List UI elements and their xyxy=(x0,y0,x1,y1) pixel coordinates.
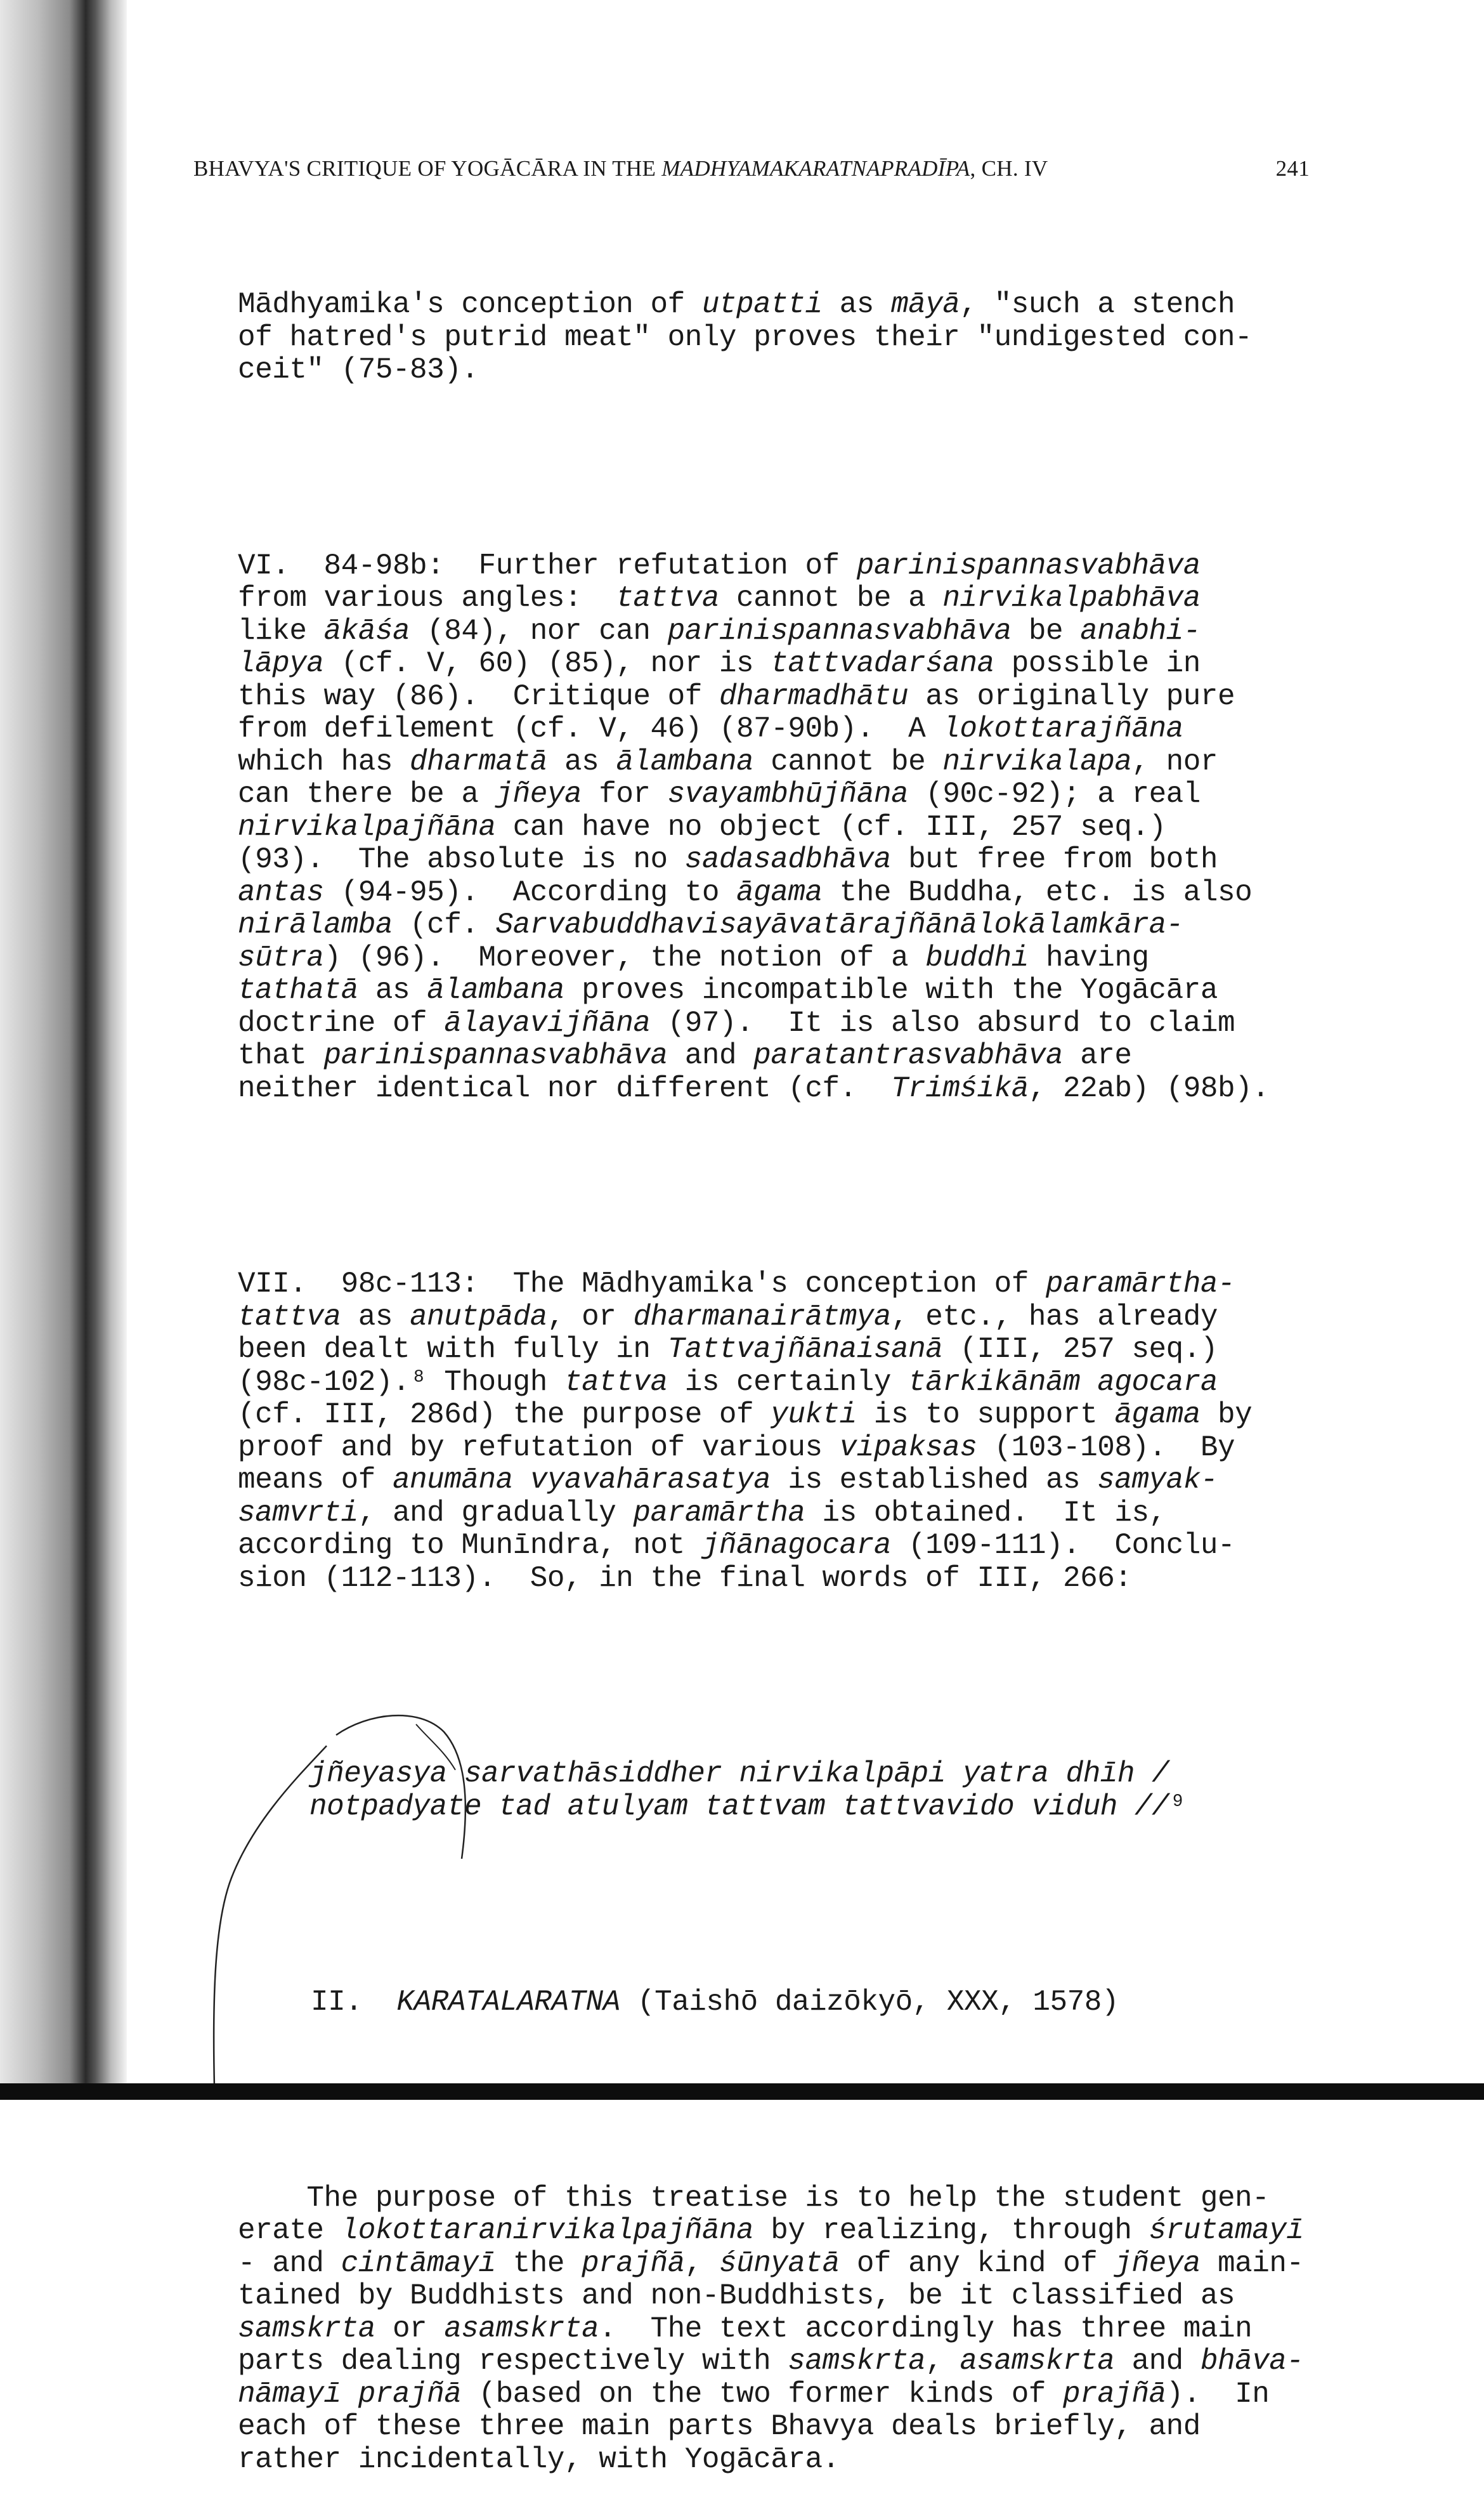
italic-term: asamskrta xyxy=(444,2312,599,2345)
text-run: , xyxy=(925,2345,960,2378)
text-run: proves incompatible with the Yogācāra xyxy=(564,974,1218,1007)
text-line xyxy=(238,2182,1329,2215)
text-run: this way (86). Critique of xyxy=(238,679,719,713)
italic-term: nirālamba xyxy=(238,908,393,941)
text-run: are xyxy=(1063,1039,1132,1072)
text-run: of hatred's putrid meat" only proves their "undigested con- xyxy=(238,320,1253,354)
italic-term: asamskrta xyxy=(960,2345,1115,2378)
italic-term: tathatā xyxy=(238,974,358,1007)
text-run: VII. 98c-113: The Mādhyamika's conception of xyxy=(238,1268,1046,1300)
text-run: as xyxy=(358,974,427,1007)
italic-term: KARATALARATNA xyxy=(396,1986,620,2019)
italic-term: prajñā xyxy=(582,2246,685,2280)
italic-term: ākāśa xyxy=(323,614,410,648)
text-run: (109-111). Conclu- xyxy=(890,1529,1235,1562)
italic-term: ālambana xyxy=(427,974,564,1007)
italic-term: antas xyxy=(238,875,324,909)
text-run: (98c-102).⁸ Though xyxy=(238,1365,564,1399)
text-run: (103-108). By xyxy=(977,1431,1235,1464)
italic-term: parinispannasvabhāva xyxy=(856,549,1201,582)
text-run: (84), nor can xyxy=(410,614,668,648)
text-run: possible in xyxy=(994,647,1201,680)
text-run: , "such a stench xyxy=(960,288,1235,321)
text-run: each of these three main parts Bhavya deals briefly, and xyxy=(238,2410,1201,2443)
italic-term: tattvadarśana xyxy=(771,647,994,680)
text-run: as xyxy=(341,1300,410,1333)
text-run: (cf. V, 60) (85), nor is xyxy=(323,647,771,680)
italic-term: śūnyatā xyxy=(719,2246,840,2280)
italic-term: anumāna vyavahārasatya xyxy=(392,1464,771,1497)
text-run: - and xyxy=(238,2246,341,2280)
italic-term: Tattvajñānaisanā xyxy=(667,1333,943,1366)
text-run: neither identical nor different (cf. xyxy=(238,1071,891,1105)
italic-term: nirvikalpabhāva xyxy=(942,582,1201,615)
text-run: (cf. xyxy=(392,908,496,941)
text-run: as originally pure xyxy=(908,679,1235,713)
text-run: according to Munīndra, not xyxy=(238,1529,702,1562)
text-run: of any kind of xyxy=(839,2246,1115,2280)
italic-term: jñānagocara xyxy=(701,1529,891,1562)
text-run: for xyxy=(582,778,668,811)
text-run: , xyxy=(684,2246,719,2280)
text-run: (93). The absolute is no xyxy=(238,843,685,876)
italic-term: parinispannasvabhāva xyxy=(667,614,1012,648)
italic-term: nirvikalapa xyxy=(942,745,1132,778)
text-run: tained by Buddhists and non-Buddhists, be it classified as xyxy=(238,2279,1235,2312)
italic-term: anutpāda xyxy=(410,1300,547,1333)
text-run: parts dealing respectively with xyxy=(238,2345,788,2378)
italic-term: bhāva- xyxy=(1200,2345,1304,2378)
italic-term: parinispannasvabhāva xyxy=(323,1039,668,1072)
paragraph-4 xyxy=(238,2182,1329,2477)
text-run: and xyxy=(1114,2345,1201,2378)
italic-term: samyak- xyxy=(1097,1464,1218,1497)
italic-term: vipaksas xyxy=(839,1431,977,1464)
text-run: erate xyxy=(238,2214,341,2247)
italic-term: lokottaranirvikalpajñāna xyxy=(341,2214,754,2247)
running-head-title-pre: BHAVYA'S CRITIQUE OF YOGĀCĀRA IN THE xyxy=(193,156,662,181)
italic-term: ālambana xyxy=(616,745,754,778)
text-run: , 22ab) (98b). xyxy=(1028,1071,1270,1105)
text-run: having xyxy=(1028,941,1149,974)
text-run: ⁹ xyxy=(1169,1790,1187,1823)
text-run: is obtained. It is, xyxy=(805,1496,1166,1530)
text-line xyxy=(238,2313,1329,2346)
italic-term: tattva xyxy=(564,1365,668,1399)
text-run: ). In xyxy=(1166,2377,1270,2411)
italic-term: buddhi xyxy=(925,941,1029,974)
italic-term: paratantrasvabhāva xyxy=(753,1039,1064,1072)
italic-term: paramārtha xyxy=(633,1496,805,1530)
italic-term: yukti xyxy=(771,1398,857,1431)
italic-term: prajñā xyxy=(1063,2377,1166,2411)
text-run: can there be a xyxy=(238,778,496,811)
text-run: the xyxy=(495,2246,582,2280)
text-run: proof and by refutation of various xyxy=(238,1431,840,1464)
text-run: by xyxy=(1200,1398,1253,1431)
text-line xyxy=(238,2248,1329,2281)
text-run: like xyxy=(238,614,324,648)
text-run: cannot be a xyxy=(719,582,943,615)
text-run: been dealt with fully in xyxy=(238,1333,668,1366)
italic-term: sūtra xyxy=(238,941,324,974)
text-run: sion (112-113). So, in the final words of III, 266: xyxy=(238,1561,1132,1595)
text-line xyxy=(238,2411,1329,2444)
italic-term: lāpya xyxy=(238,647,324,680)
text-run: (III, 257 seq.) xyxy=(942,1333,1218,1366)
text-line xyxy=(238,2280,1329,2313)
text-run: The purpose of this treatise is to help the student gen- xyxy=(238,2181,1270,2215)
italic-term: paramārtha- xyxy=(1045,1268,1235,1300)
italic-term: sadasadbhāva xyxy=(684,843,891,876)
text-run: (Taishō daizōkyō, XXX, 1578) xyxy=(620,1986,1119,2019)
pen-stroke-arc xyxy=(336,1715,465,1859)
italic-term: samskrta xyxy=(238,2312,375,2345)
text-run: means of xyxy=(238,1464,393,1497)
text-run: the Buddha, etc. is also xyxy=(822,875,1253,909)
text-run: can have no object (cf. III, 257 seq.) xyxy=(495,810,1166,844)
scan-edge xyxy=(0,2083,1484,2100)
italic-term: nirvikalpajñāna xyxy=(238,810,496,844)
italic-term: Sarvabuddhavisayāvatārajñānālokālamkāra- xyxy=(495,908,1183,941)
text-run: and xyxy=(667,1039,754,1072)
text-run: . The text accordingly has three main xyxy=(599,2312,1253,2345)
text-run: from various angles: xyxy=(238,582,616,615)
text-run: by realizing, through xyxy=(753,2214,1149,2247)
pen-stroke-connector xyxy=(416,1724,455,1770)
text-line xyxy=(238,2444,1329,2477)
text-run: is certainly xyxy=(667,1365,909,1399)
italic-term: jñeya xyxy=(495,778,582,811)
italic-term: samskrta xyxy=(788,2345,926,2378)
text-run: ) (96). Moreover, the notion of a xyxy=(323,941,926,974)
text-run: (cf. III, 286d) the purpose of xyxy=(238,1398,771,1431)
text-line xyxy=(238,2378,1329,2411)
italic-term: tattva xyxy=(238,1300,341,1333)
running-head-title-italic: MADHYAMAKARATNAPRADĪPA xyxy=(661,156,970,181)
text-run: , nor xyxy=(1131,745,1218,778)
italic-term: utpatti xyxy=(701,288,823,321)
text-run: II. xyxy=(311,1986,397,2019)
running-head-title-post: , CH. IV xyxy=(970,156,1048,181)
text-run: is established as xyxy=(771,1464,1098,1497)
italic-term: lokottarajñāna xyxy=(942,712,1183,745)
italic-term: āgama xyxy=(1114,1398,1201,1431)
italic-term: notpadyate tad atulyam tattvam tattvavido viduh // xyxy=(309,1790,1169,1823)
italic-term: dharmatā xyxy=(410,745,547,778)
text-run: or xyxy=(375,2312,445,2345)
text-run: as xyxy=(547,745,616,778)
italic-term: dharmadhātu xyxy=(719,679,909,713)
text-run: from defilement (cf. V, 46) (87-90b). A xyxy=(238,712,943,745)
text-line xyxy=(238,2215,1329,2248)
text-run: (based on the two former kinds of xyxy=(461,2377,1064,2411)
text-run: be xyxy=(1011,614,1081,648)
text-run: rather incidentally, with Yogācāra. xyxy=(238,2442,840,2476)
italic-term: tattva xyxy=(616,582,719,615)
italic-term: anabhi- xyxy=(1080,614,1201,648)
text-run: as xyxy=(822,288,891,321)
text-run: cannot be xyxy=(753,745,943,778)
text-run: , etc., has already xyxy=(891,1300,1218,1333)
text-run: (94-95). According to xyxy=(323,875,737,909)
italic-term: māyā xyxy=(890,288,960,321)
italic-term: ālayavijñāna xyxy=(444,1006,651,1040)
italic-term: svayambhūjñāna xyxy=(667,778,909,811)
text-run: doctrine of xyxy=(238,1006,445,1040)
text-run: (90c-92); a real xyxy=(908,778,1201,811)
italic-term: Trimśikā xyxy=(890,1071,1029,1105)
text-run: which has xyxy=(238,745,410,778)
italic-term: cintāmayī xyxy=(341,2246,496,2280)
italic-term: jñeya xyxy=(1114,2246,1201,2280)
text-run: ceit" (75-83). xyxy=(238,353,479,386)
italic-term: śrutamayī xyxy=(1149,2214,1304,2247)
text-run: , and gradually xyxy=(358,1496,634,1530)
italic-term: nāmayī prajñā xyxy=(238,2377,462,2411)
page-number: 241 xyxy=(1275,156,1310,181)
italic-term: samvrti xyxy=(238,1496,358,1530)
text-line xyxy=(238,2345,1329,2378)
pen-stroke-curve xyxy=(214,1746,327,2087)
text-run: is to support xyxy=(856,1398,1115,1431)
text-run: Mādhyamika's conception of xyxy=(238,288,702,321)
text-run: , or xyxy=(547,1300,634,1333)
text-run: VI. 84-98b: Further refutation of xyxy=(238,549,857,582)
text-run: that xyxy=(238,1039,324,1072)
italic-term: āgama xyxy=(736,875,823,909)
italic-term: jñeyasya sarvathāsiddher nirvikalpāpi yatra dhīh / xyxy=(309,1757,1169,1790)
text-run: but free from both xyxy=(890,843,1218,876)
text-run: (97). It is also absurd to claim xyxy=(650,1006,1235,1040)
italic-term: dharmanairātmya xyxy=(633,1300,892,1333)
italic-term: tārkikānām agocara xyxy=(908,1365,1218,1399)
text-run: main- xyxy=(1200,2246,1304,2280)
